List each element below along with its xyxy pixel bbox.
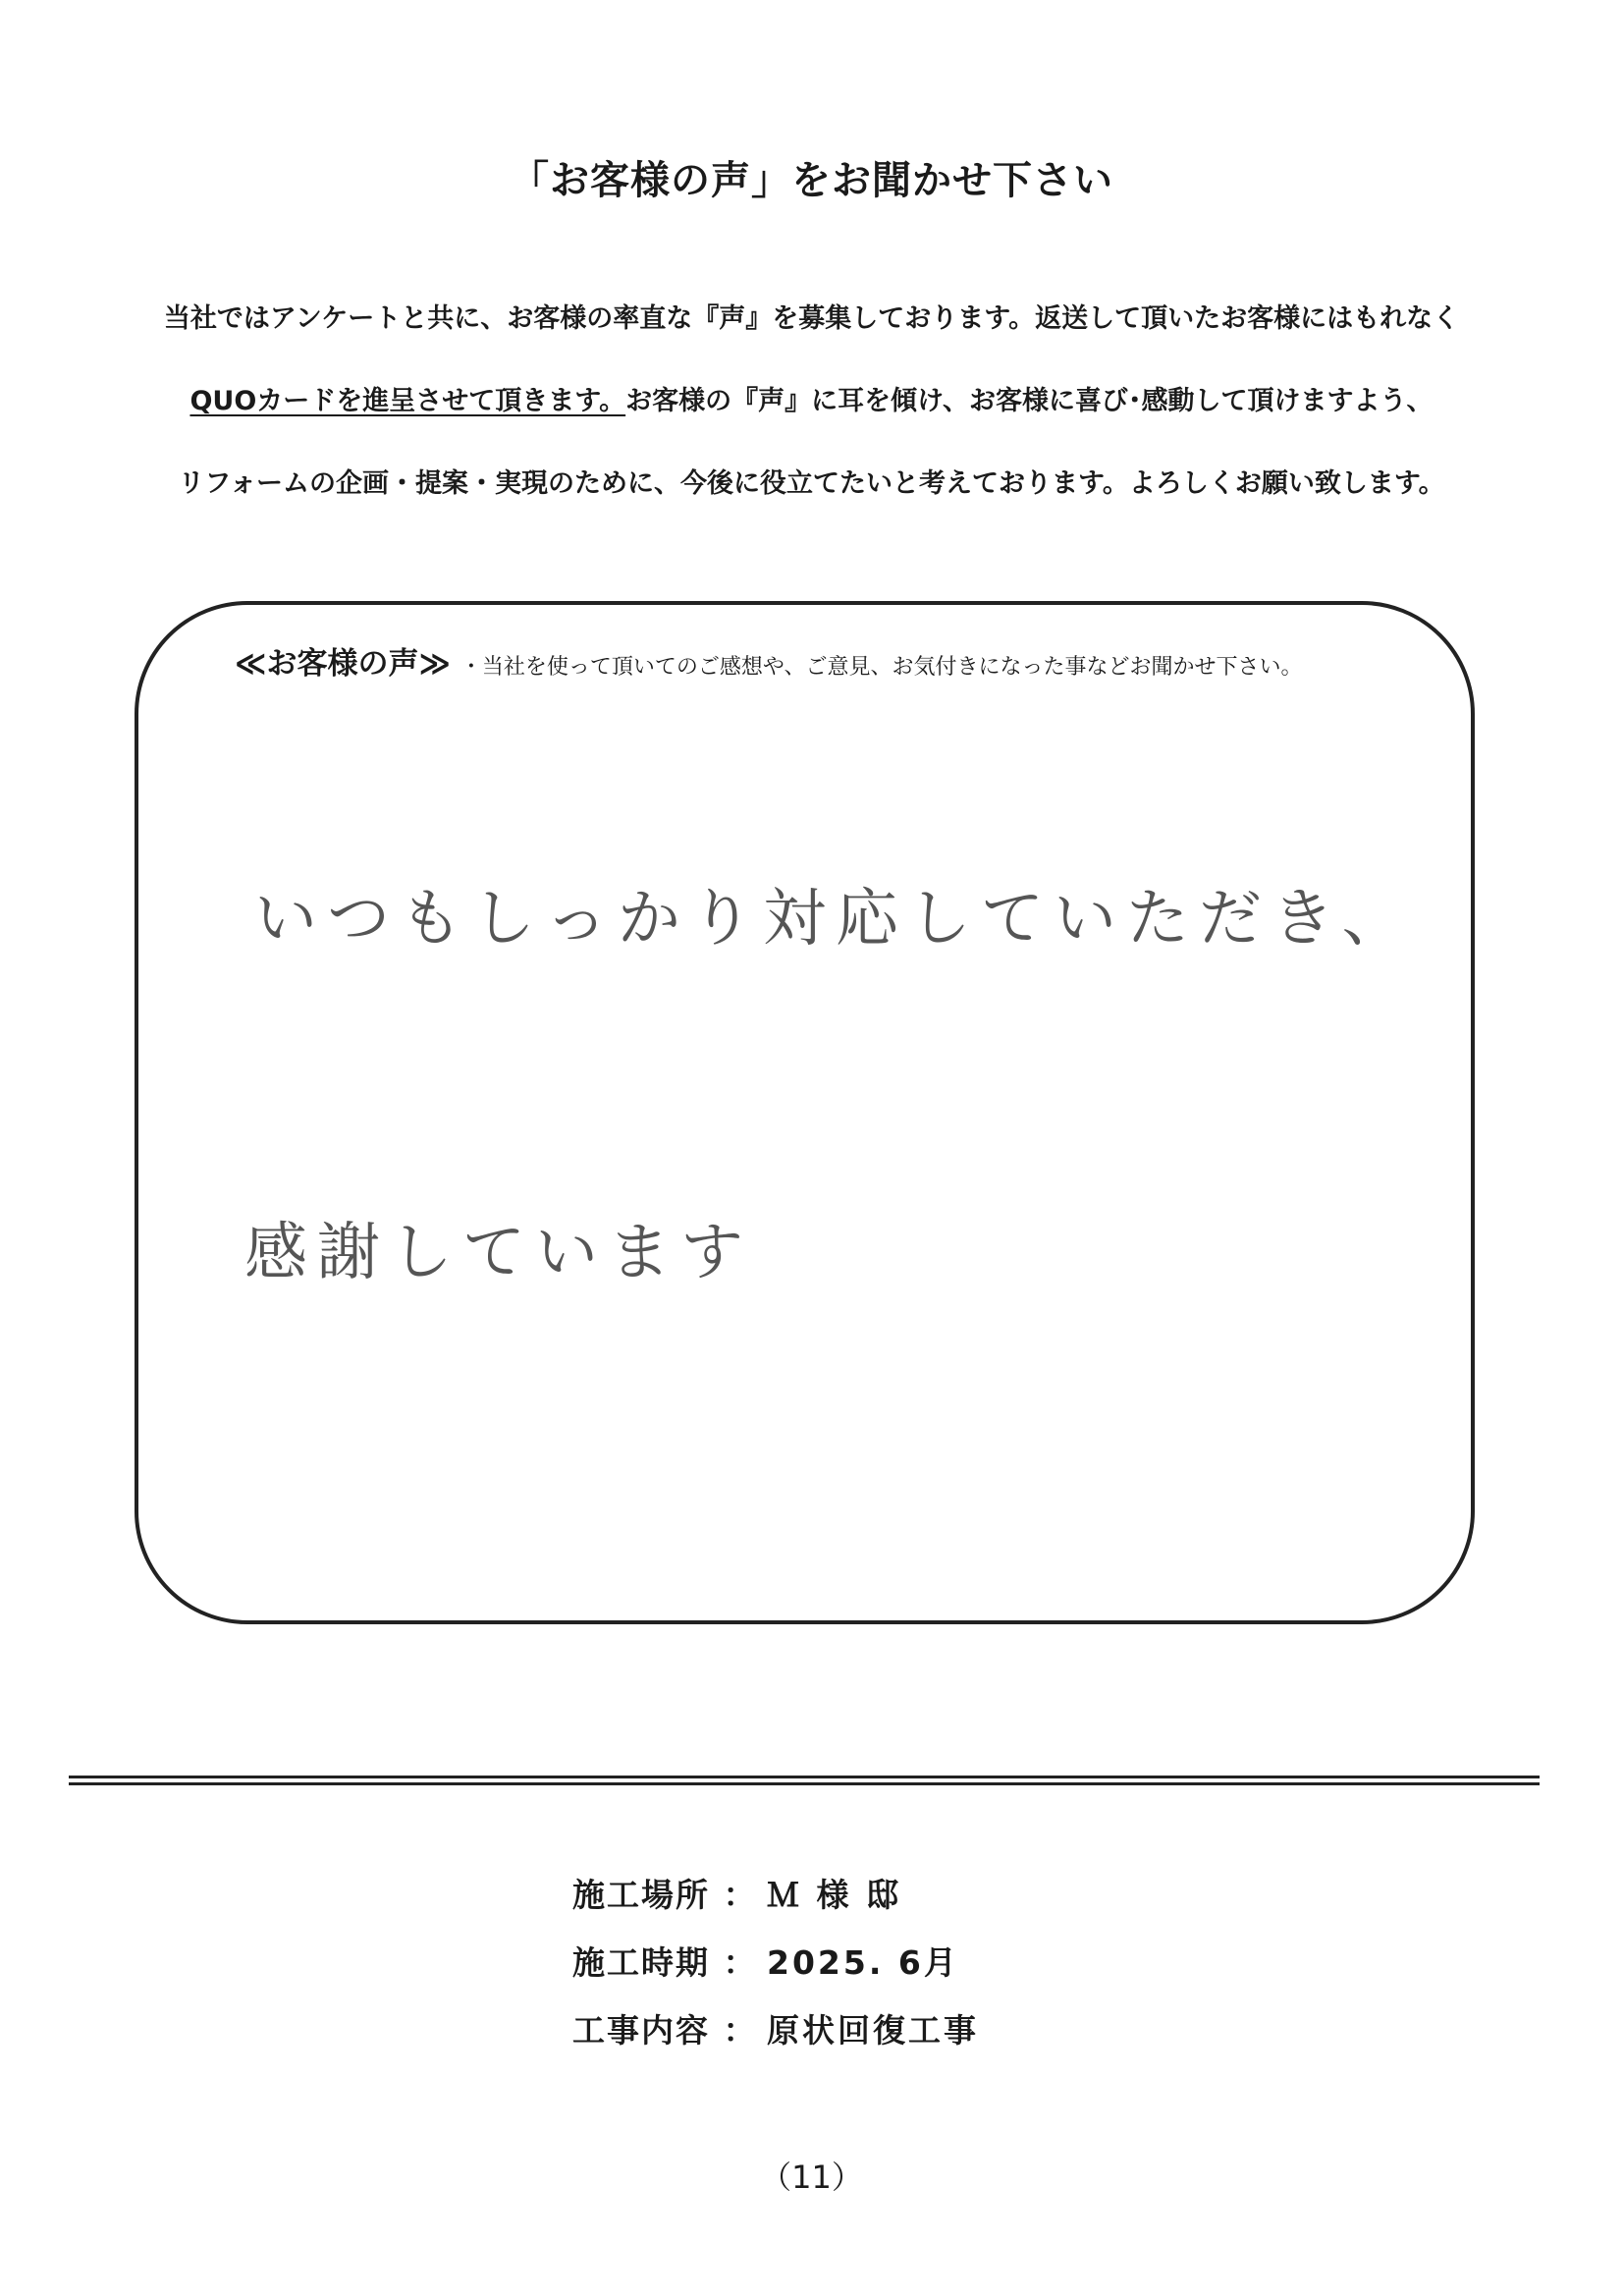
info-label: 施工時期 [572, 1943, 710, 1982]
info-colon: ： [723, 1876, 756, 1914]
info-label: 施工場所 [572, 1876, 710, 1914]
voice-box-instruction: ・当社を使って頂いてのご感想や、ご意見、お気付きになった事などお聞かせ下さい。 [460, 655, 1303, 680]
info-colon: ： [723, 2011, 756, 2050]
quo-card-notice: QUOカードを進呈させて頂きます。 [189, 386, 626, 416]
intro-line-3: リフォームの企画・提案・実現のために、今後に役立てたいと考えております。よろしくお願い致します。 [178, 468, 1445, 499]
info-value: 2025. 6月 [767, 1943, 959, 1982]
intro-line-1: 当社ではアンケートと共に、お客様の率直な『声』を募集しております。返送して頂いたお客様にはもれなく [163, 303, 1460, 334]
info-row-work-type [572, 2005, 979, 2051]
handwritten-comment-line-2: 感謝しています [244, 1217, 753, 1289]
voice-box-header [235, 638, 1302, 683]
double-divider [69, 1776, 1540, 1785]
info-value: Ｍ 様 邸 [767, 1876, 901, 1914]
info-colon: ： [723, 1943, 756, 1982]
voice-box-label: ≪お客様の声≫ [235, 646, 451, 682]
handwritten-comment-line-1: いつもしっかり対応していただき、 [254, 883, 1415, 956]
info-row-location [572, 1870, 901, 1916]
customer-voice-box [135, 601, 1475, 1624]
page-number: （11） [760, 2159, 863, 2196]
info-row-period [572, 1938, 959, 1984]
intro-line-2 [0, 379, 1623, 417]
info-value: 原状回復工事 [767, 2011, 979, 2050]
page-title: 「お客様の声」をお聞かせ下さい [510, 158, 1113, 203]
info-label: 工事内容 [572, 2011, 710, 2050]
intro-line-2-rest: お客様の『声』に耳を傾け、お客様に喜び･感動して頂けますよう、 [625, 386, 1434, 416]
